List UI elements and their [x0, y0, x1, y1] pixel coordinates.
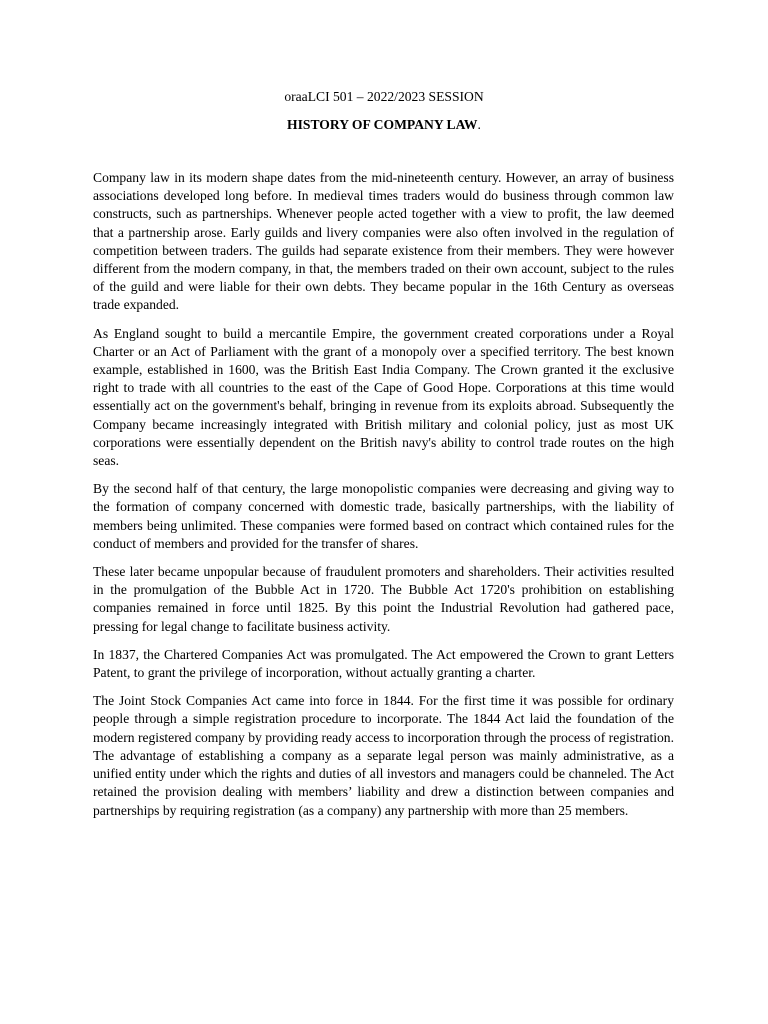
document-header [0, 87, 768, 135]
course-session-line: oraaLCI 501 – 2022/2023 SESSION [284, 89, 484, 104]
paragraph-medieval-origins: Company law in its modern shape dates from the mid-nineteenth century. However, an array of business associations developed long before. In medieval times traders would do business through common law constructs, such as partnerships. Whenever people acted together with a view to profit, the law deemed that a partnership arose. Early guilds and livery companies were also often involved in the regulation of competition between traders. The guilds had separate existence from their members. They were however different from the modern company, in that, the members traded on their own account, subject to the rules of the guild and were liable for their own debts. They became popular in the 16th Century as overseas trade expanded. [93, 170, 674, 313]
document-title-text: HISTORY OF COMPANY LAW [287, 117, 478, 132]
document-title [0, 115, 768, 135]
paragraph-chartered-companies-act: In 1837, the Chartered Companies Act was promulgated. The Act empowered the Crown to grant Letters Patent, to grant the privilege of incorporation, without actually granting a charter. [93, 646, 674, 681]
paragraph-bubble-act: These later became unpopular because of fraudulent promoters and shareholders. Their activities resulted in the promulgation of the Bubble Act in 1720. The Bubble Act 1720's prohibition on establishing companies remained in force until 1825. By this point the Industrial Revolution had gathered pace, pressing for legal change to facilitate business activity. [93, 564, 674, 634]
document-body [93, 169, 674, 830]
paragraph-mercantile-empire: As England sought to build a mercantile Empire, the government created corporations under a Royal Charter or an Act of Parliament with the grant of a monopoly over a specified territory. The best known example, established in 1600, was the British East India Company. The Crown granted it the exclusive right to trade with all countries to the east of the Cape of Good Hope. Corporations at this time would essentially act on the government's behalf, bringing in revenue from its exploits abroad. Subsequently the Company became increasingly integrated with British military and colonial policy, just as most UK corporations were essentially dependent on the British navy's ability to control trade routes on the high seas. [93, 325, 674, 469]
paragraph-domestic-trade: By the second half of that century, the large monopolistic companies were decreasing and giving way to the formation of company concerned with domestic trade, basically partnerships, with the liability of members being unlimited. These companies were formed based on contract which contained rules for the conduct of members and provided for the transfer of shares. [93, 481, 674, 551]
paragraph-joint-stock-companies-act: The Joint Stock Companies Act came into force in 1844. For the first time it was possible for ordinary people through a simple registration procedure to incorporate. The 1844 Act laid the foundation of the modern registered company by providing ready access to incorporation through the process of registration. The advantage of establishing a company as a separate legal person was mainly administrative, as a unified entity under which the rights and duties of all investors and managers could be channeled. The Act retained the provision dealing with members’ liability and drew a distinction between companies and partnerships by requiring registration (as a company) any partnership with more than 25 members. [93, 693, 674, 818]
document-title-period: . [477, 117, 481, 132]
